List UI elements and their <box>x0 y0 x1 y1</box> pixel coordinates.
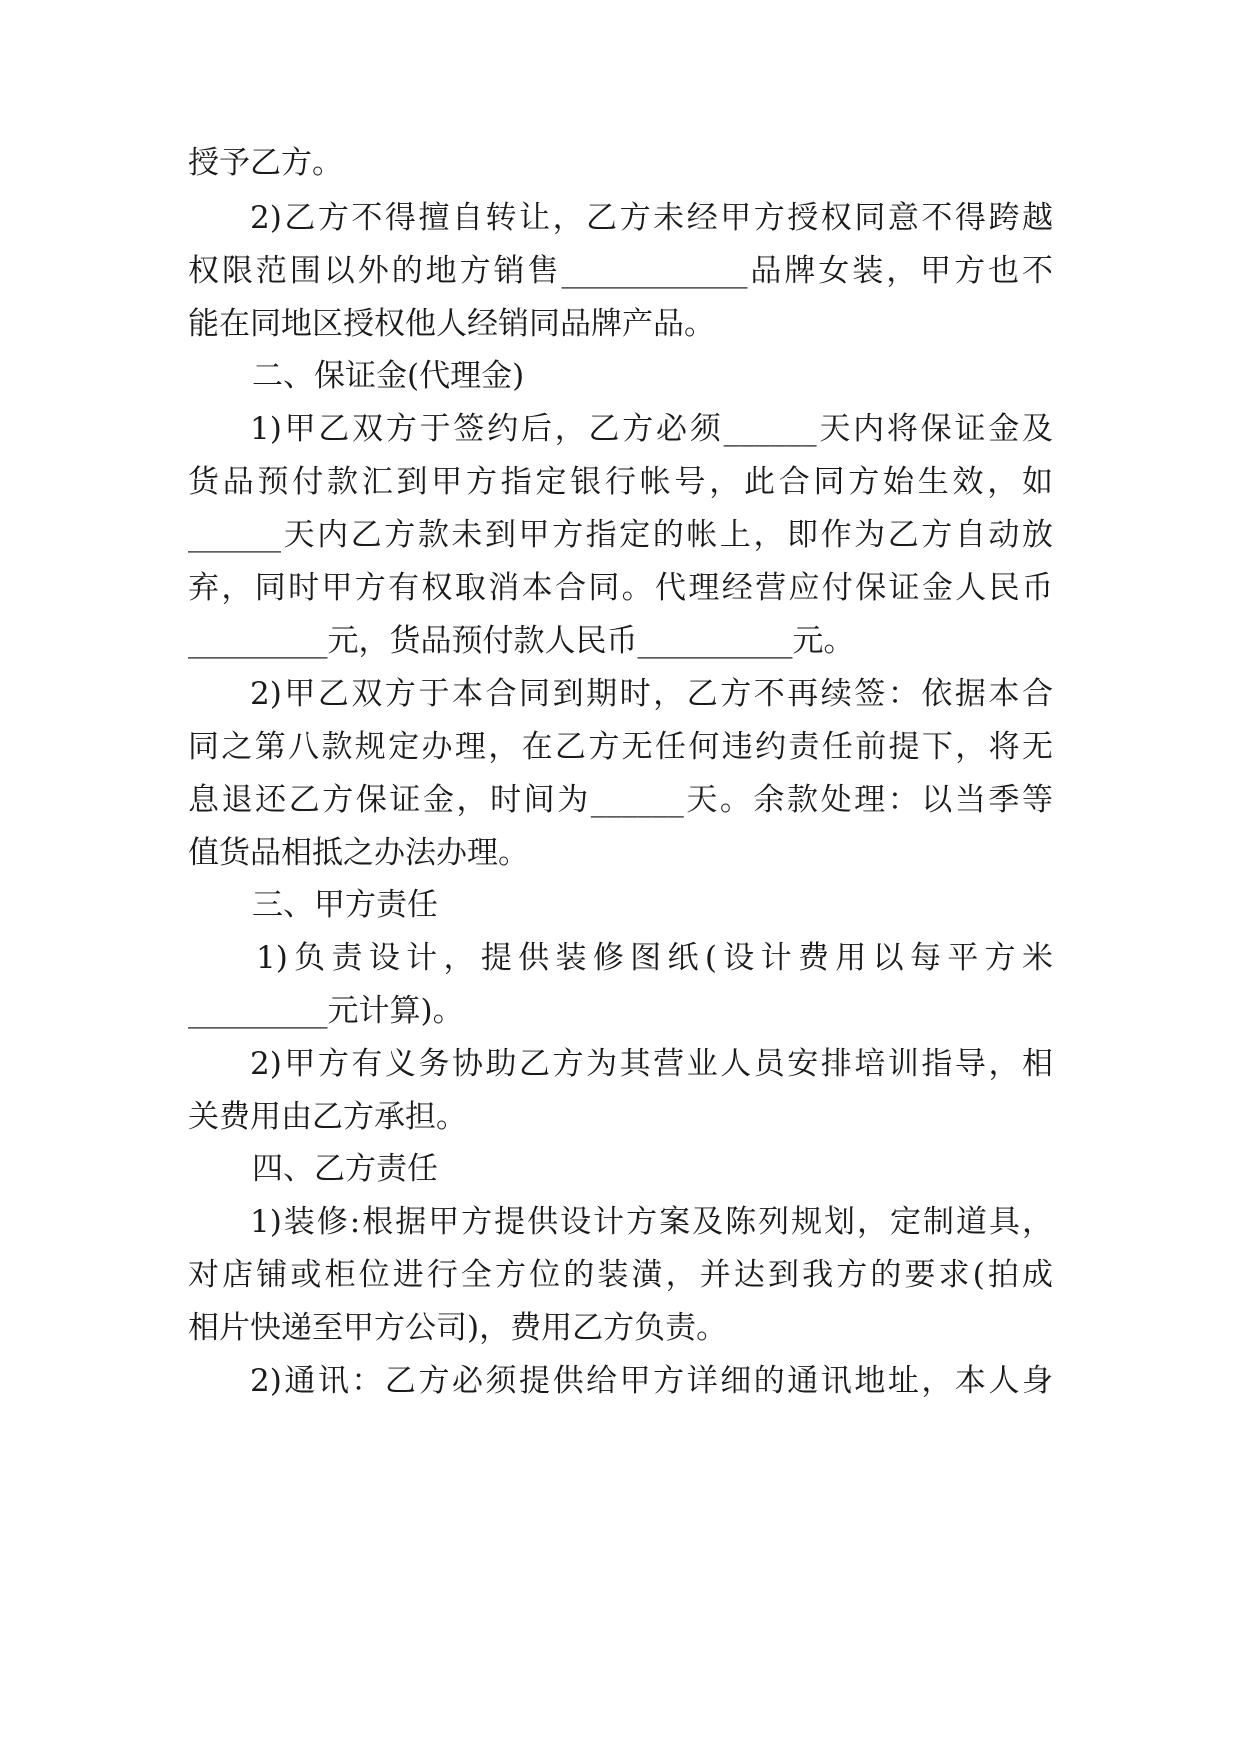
text-line: 同之第八款规定办理，在乙方无任何违约责任前提下，将无 <box>188 729 1053 765</box>
section-heading: 二、保证金(代理金) <box>252 358 525 394</box>
text-line: 2)甲乙双方于本合同到期时，乙方不再续签：依据本合 <box>250 676 1053 712</box>
text-line: 值货品相抵之办法办理。 <box>188 835 529 871</box>
text-line: 对店铺或柜位进行全方位的装潢，并达到我方的要求(拍成 <box>188 1257 1053 1293</box>
text-line: 1)负责设计，提供装修图纸(设计费用以每平方米 <box>256 940 1053 976</box>
section-heading: 三、甲方责任 <box>252 887 438 923</box>
text-line: 2)甲方有义务协助乙方为其营业人员安排培训指导，相 <box>250 1046 1053 1082</box>
text-line: 授予乙方。 <box>188 145 343 181</box>
text-line: 权限范围以外的地方销售____________品牌女装，甲方也不 <box>188 253 1053 289</box>
text-line: _________元，货品预付款人民币__________元。 <box>188 623 855 659</box>
section-heading: 四、乙方责任 <box>252 1151 438 1187</box>
text-line: 弃，同时甲方有权取消本合同。代理经营应付保证金人民币 <box>188 570 1053 606</box>
text-line: 2)通讯：乙方必须提供给甲方详细的通讯地址，本人身 <box>250 1363 1053 1399</box>
text-line: 1)装修:根据甲方提供设计方案及陈列规划，定制道具， <box>250 1204 1053 1240</box>
text-line: 相片快递至甲方公司)，费用乙方负责。 <box>188 1310 728 1346</box>
text-line: 货品预付款汇到甲方指定银行帐号，此合同方始生效，如 <box>188 464 1053 500</box>
text-line: ______天内乙方款未到甲方指定的帐上，即作为乙方自动放 <box>188 517 1053 553</box>
text-line: 关费用由乙方承担。 <box>188 1099 467 1135</box>
text-line: 能在同地区授权他人经销同品牌产品。 <box>188 306 715 342</box>
text-line: _________元计算)。 <box>188 993 464 1029</box>
text-line: 息退还乙方保证金，时间为______天。余款处理：以当季等 <box>188 782 1053 818</box>
text-line: 1)甲乙双方于签约后，乙方必须______天内将保证金及 <box>250 411 1053 447</box>
text-line: 2)乙方不得擅自转让，乙方未经甲方授权同意不得跨越 <box>250 200 1053 236</box>
